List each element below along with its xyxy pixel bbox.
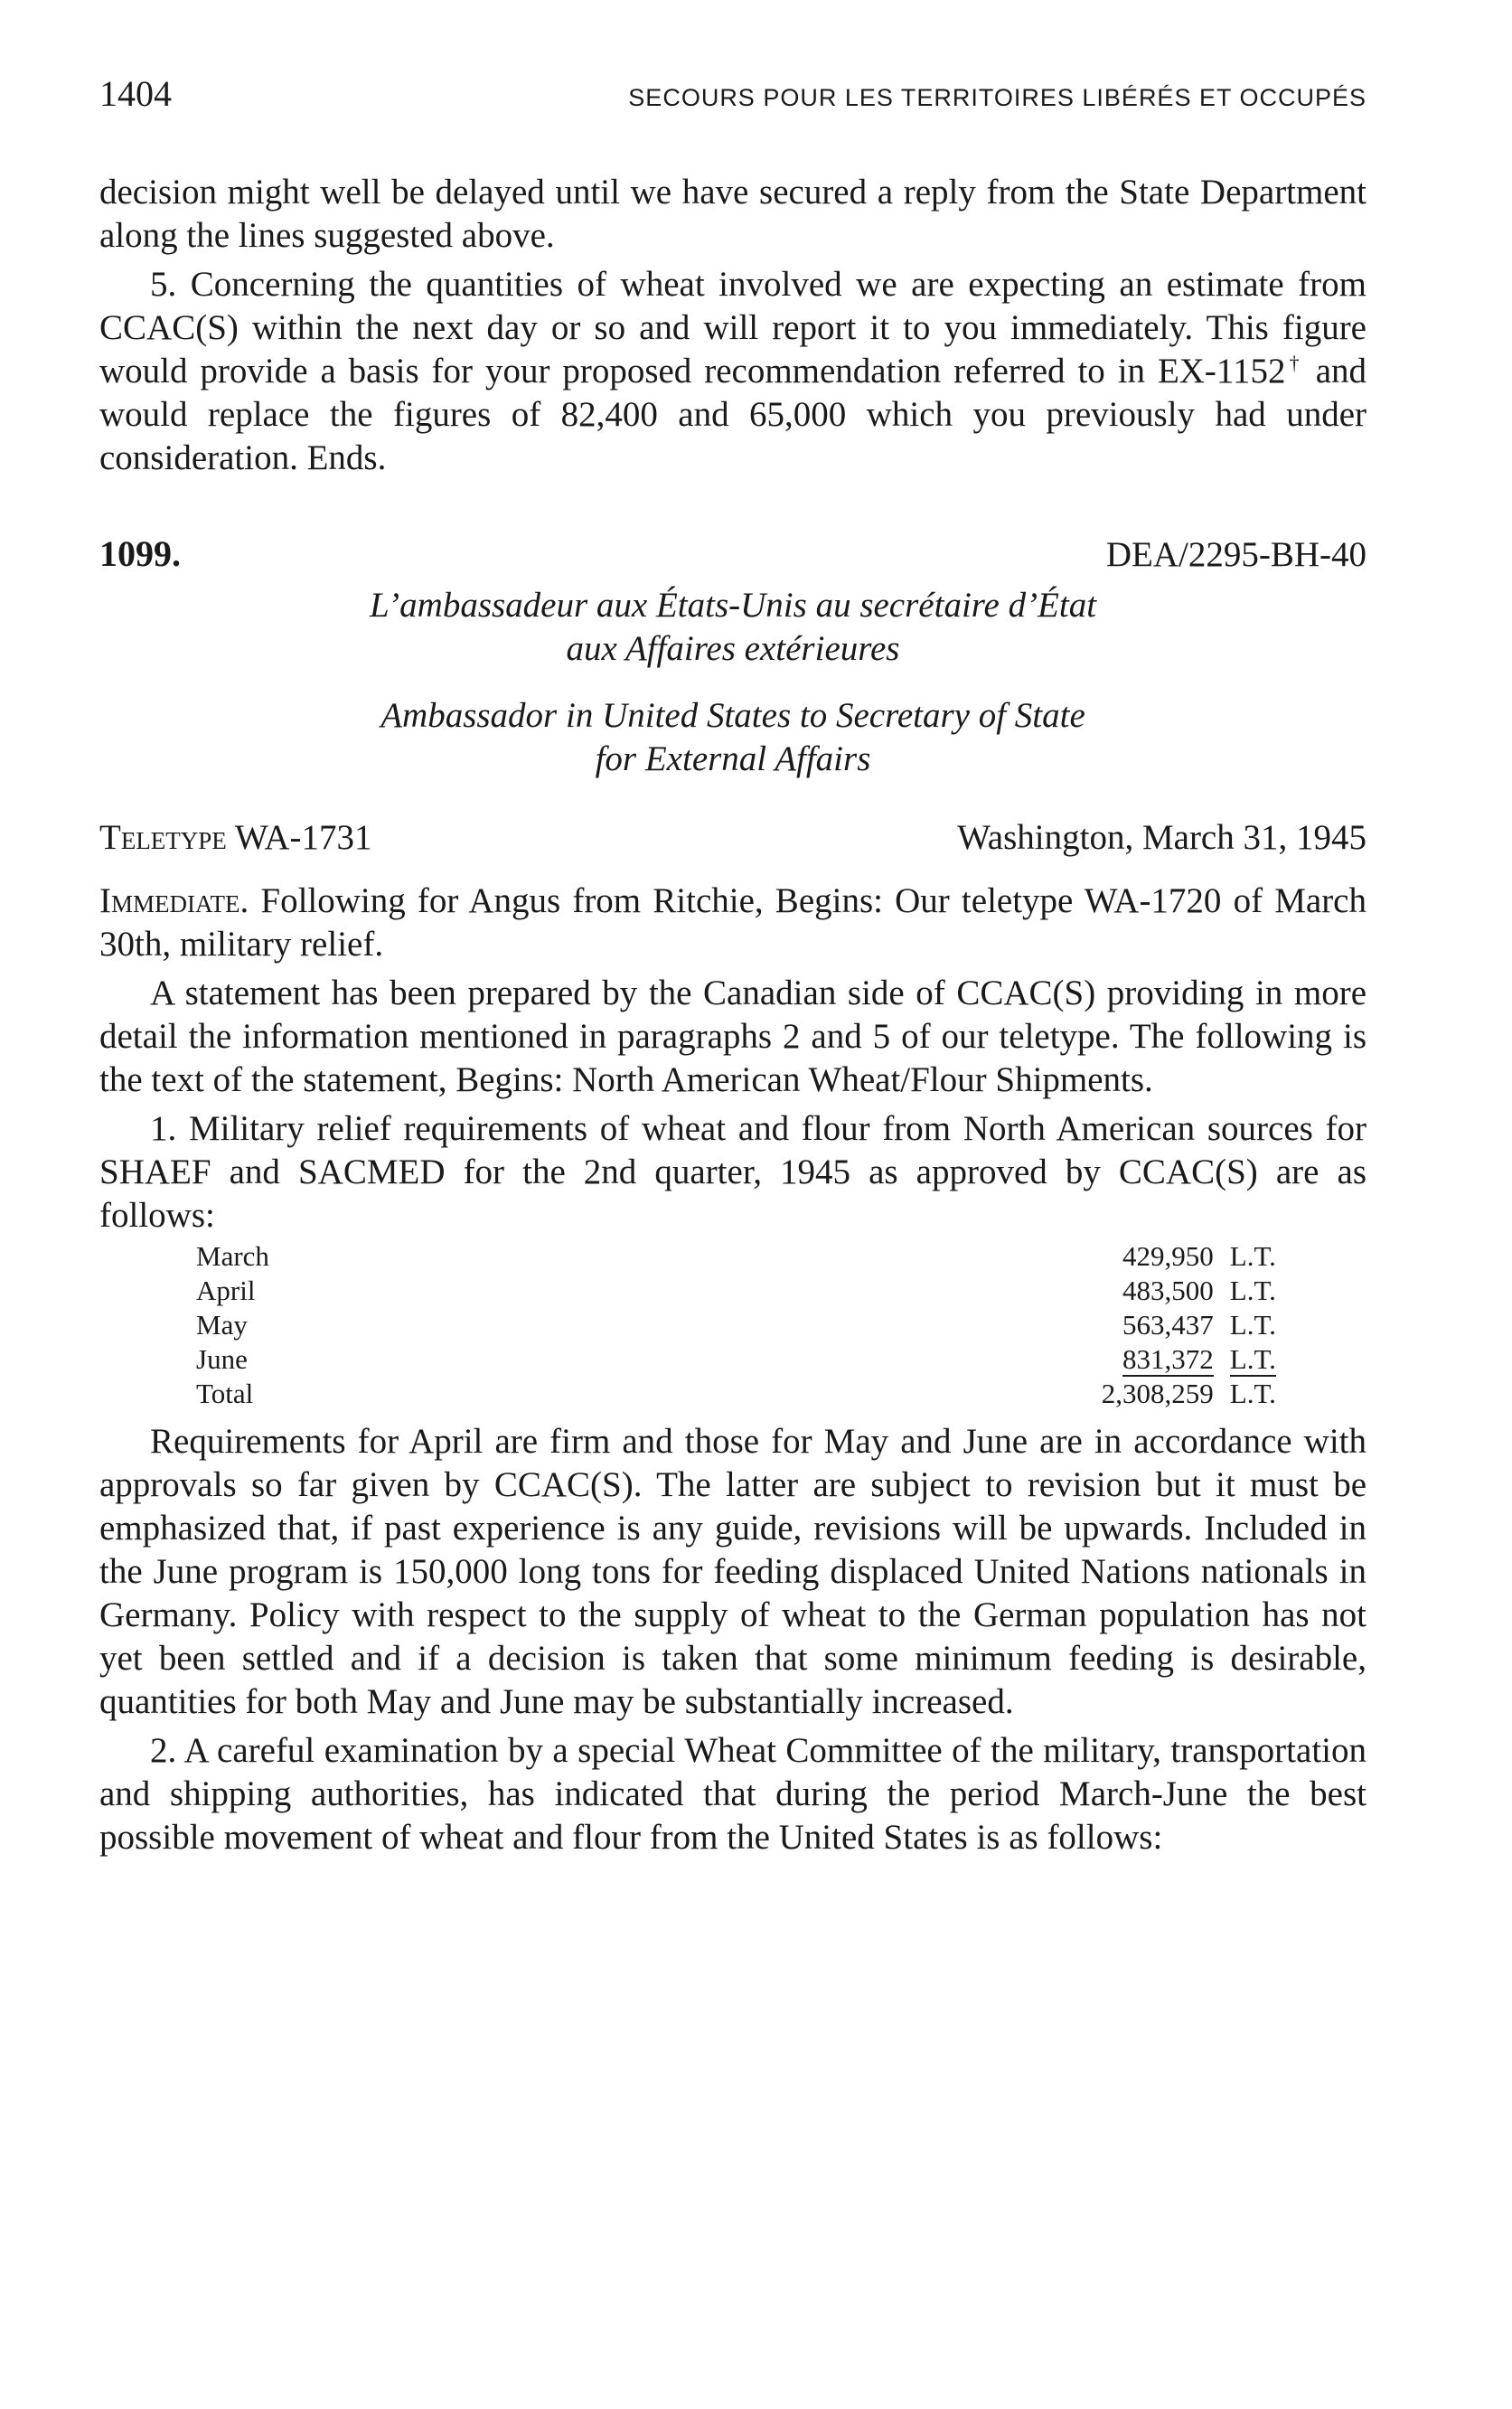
table-value-text: 831,372: [1122, 1343, 1214, 1375]
table-month: Total: [196, 1378, 254, 1409]
requirements-table: [196, 1239, 1319, 1411]
table-value: [869, 1274, 1214, 1308]
table-value-text: 429,950: [1122, 1240, 1214, 1272]
paragraph-1: 1. Military relief requirements of wheat and flour from North American sources for SHAEF and SACMED for the 2nd quarter, 1945 as approved by CCAC(S) are as follows:: [99, 1109, 1366, 1235]
running-head: [99, 72, 1366, 115]
table-month: May: [196, 1309, 248, 1341]
table-value: [869, 1308, 1214, 1342]
teletype-number: WA-1731: [226, 818, 372, 857]
paragraph-5-text-a: 5. Concerning the quantities of wheat involved we are expecting an estimate from CCAC(S) within the next day or so and will report it to you immediately. This figure would provide a basis for your proposed recommendation referred to in EX-1152: [99, 265, 1366, 391]
running-head-title: SECOURS POUR LES TERRITOIRES LIBÉRÉS ET OCCUPÉS: [628, 84, 1366, 111]
table-row: [196, 1239, 1319, 1274]
place-date: Washington, March 31, 1945: [957, 818, 1366, 857]
teletype-id: [99, 817, 372, 858]
table-value: [869, 1239, 1214, 1274]
dagger-footnote-mark: †: [1285, 352, 1303, 374]
table-unit-text: L.T.: [1229, 1309, 1276, 1341]
continued-paragraph: decision might well be delayed until we have secured a reply from the State Department along the lines suggested above.: [99, 173, 1366, 255]
table-unit-text: L.T.: [1229, 1240, 1276, 1272]
table-unit-text: L.T.: [1229, 1343, 1276, 1375]
table-unit: [1214, 1274, 1319, 1308]
table-unit: [1214, 1308, 1319, 1342]
paragraph-2: 2. A careful examination by a special Wheat Committee of the military, transportation and shipping authorities, has indicated that during the period March-June the best possible movement of wheat and flour from the United States is as follows:: [99, 1731, 1366, 1857]
title-fr-line-1: L’ambassadeur aux États-Unis au secrétaire d’État: [369, 586, 1097, 625]
table-value-text: 483,500: [1122, 1275, 1214, 1306]
teletype-line: [99, 817, 1366, 858]
title-en-line-2: for External Affairs: [595, 739, 871, 778]
table-unit: [1214, 1377, 1319, 1411]
table-value-text: 563,437: [1122, 1309, 1214, 1341]
intro-paragraph: [99, 880, 1366, 966]
document-heading: [99, 532, 1366, 575]
table-row-total: [196, 1377, 1319, 1411]
table-value-text: 2,308,259: [1101, 1378, 1214, 1409]
immediate-word: Immediate: [99, 881, 240, 920]
paragraph-5: [99, 263, 1366, 480]
document-number: 1099.: [99, 533, 181, 574]
table-unit: [1214, 1342, 1319, 1377]
table-unit-text: L.T.: [1229, 1275, 1276, 1306]
document-title: [99, 584, 1366, 781]
table-row: [196, 1308, 1319, 1342]
table-unit: [1214, 1239, 1319, 1274]
page-number: 1404: [99, 73, 172, 114]
table-value: [869, 1342, 1214, 1377]
table-unit-text: L.T.: [1229, 1378, 1276, 1409]
teletype-word: Teletype: [99, 818, 227, 857]
statement-paragraph: A statement has been prepared by the Canadian side of CCAC(S) providing in more detail the information mentioned in paragraphs 2 and 5 of our teletype. The following is the text of the statement, Begins: North American Wheat/Flour Shipments.: [99, 974, 1366, 1099]
title-fr-line-2: aux Affaires extérieures: [566, 629, 900, 668]
table-month: June: [196, 1343, 248, 1375]
table-row: [196, 1342, 1319, 1377]
document-page: [99, 72, 1366, 1859]
paragraph-5-text-b: and would replace the figures of 82,400 and 65,000 which you previously had under consideration. Ends.: [99, 352, 1367, 477]
table-month: March: [196, 1240, 269, 1272]
document-reference: DEA/2295-BH-40: [1105, 535, 1366, 574]
title-en-line-1: Ambassador in United States to Secretary of State: [380, 696, 1085, 735]
table-value: [869, 1377, 1214, 1411]
intro-text: . Following for Angus from Ritchie, Begins: Our teletype WA-1720 of March 30th, military relief.: [99, 881, 1366, 964]
table-month: April: [196, 1275, 256, 1306]
table-row: [196, 1274, 1319, 1308]
requirements-paragraph: Requirements for April are firm and those for May and June are in accordance with approvals so far given by CCAC(S). The latter are subject to revision but it must be emphasized that, if past experience is any guide, revisions will be upwards. Included in the June program is 150,000 long tons for feeding displaced United Nations nationals in Germany. Policy with respect to the supply of wheat to the German population has not yet been settled and if a decision is taken that some minimum feeding is desirable, quantities for both May and June may be substantially increased.: [99, 1422, 1366, 1721]
